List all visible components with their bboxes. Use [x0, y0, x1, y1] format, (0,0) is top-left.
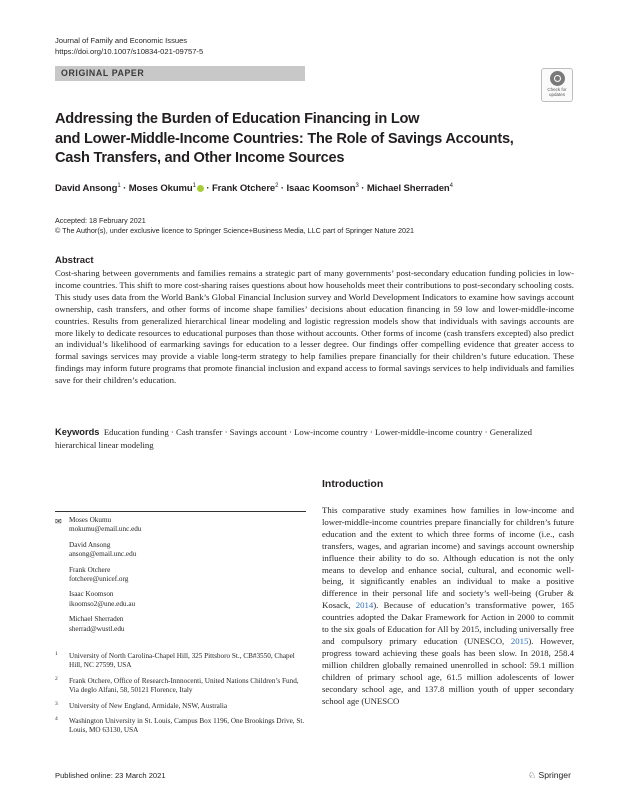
affiliation-entry: [55, 652, 307, 671]
author-affiliation-ref: 1: [192, 183, 196, 189]
affiliation-number: 4: [55, 716, 58, 723]
citation-link[interactable]: 2014: [355, 600, 374, 611]
doi-link[interactable]: https://doi.org/10.1007/s10834-021-09757-5: [55, 46, 204, 56]
title-line-1: Addressing the Burden of Education Financing in Low: [55, 111, 420, 127]
journal-name: Journal of Family and Economic Issues: [55, 36, 188, 45]
affiliation-entry: [55, 677, 307, 696]
affiliation-entry: [55, 717, 307, 736]
article-dates: [55, 216, 414, 236]
published-date: Published online: 23 March 2021: [55, 771, 166, 780]
introduction-text: [322, 505, 574, 707]
contact-name: Frank Otchere: [69, 565, 111, 574]
check-updates-text: Check for: [547, 87, 567, 92]
affiliation-text: University of New England, Armidale, NSW, Australia: [69, 701, 228, 710]
intro-text-part: ). Because of education’s transformative power, 165 countries adopted the Dakar Framework for Action in 2000 to commit to the six goals of Education for All by 2015, including universally free and compulsory primary education (UNESCO,: [322, 600, 574, 646]
paper-type-label: ORIGINAL PAPER: [61, 67, 145, 78]
affiliation-text: University of North Carolina-Chapel Hill, 325 Pittsboro St., CB#3550, Chapel Hill, NC 27599, USA: [69, 652, 295, 670]
affiliation-number: 2: [55, 675, 58, 682]
title-line-3: Cash Transfers, and Other Income Sources: [55, 150, 345, 166]
intro-text-part: ). However, progress toward achieving these goals has been slow. In 2018, 258.4 million children globally remained unenrolled in school: 59.1 million children of primary school age, 61.5 million adolescents of lower secondary school age, and 137.8 million youth of upper secondary school age (UNESCO: [322, 635, 575, 706]
intro-text-part: This comparative study examines how families in low-income and lower-middle-income countries prepare financially for children’s future education and the extent to which three forms of income (i.e., cash transfers, wages, and agrarian income) and savings account ownership influence their ability to do so. Although education is not the only means to develop and enhance social, cultural, and economic well-being, it significantly enables an individual to make a positive difference in their personal life and society’s well-being (Gruber & Kosack,: [322, 505, 574, 611]
envelope-icon: ✉: [55, 517, 62, 526]
contact-email[interactable]: ansong@email.unc.edu: [69, 550, 137, 559]
keywords-section: [55, 426, 574, 451]
article-title: [55, 110, 535, 169]
affiliation-number: 3: [55, 700, 58, 707]
author-name[interactable]: Moses Okumu: [128, 183, 193, 194]
publisher-name: Springer: [538, 770, 571, 780]
affiliation-text: Washington University in St. Louis, Campus Box 1196, One Brookings Drive, St. Louis, MO 63130, USA: [69, 717, 305, 735]
affiliations: [55, 652, 307, 742]
contact-entry: [69, 615, 307, 634]
accepted-date: Accepted: 18 February 2021: [55, 216, 146, 225]
abstract-text: Cost-sharing between governments and families remains a strategic part of many governments’ post-secondary education funding policies in low-income countries. This shift to more cost-sharing raises questions about how households meet their contributions to post-secondary schooling costs. This study uses data from the World Bank’s Global Financial Inclusion survey and World Development Indicators to examine how savings account ownership, cash transfers, and other forms of income shape families’ decisions about education financing in 59 low and lower-middle-income countries. Results from generalized hierarchical linear modeling and logistic regression models show that individuals with savings accounts are more likely to dedicate resources to educational purposes than those without accounts. Other forms of income (cash transfers excepted) also predict an individual’s likelihood of earmarking savings for education to a lesser degree. Our findings offer compelling evidence that greater access to formal savings services may provide a viable long-term strategy to help families prepare financially for their children’s future education. These findings may inform future programs that promote financial inclusion and expand access to formal savings services to help individuals and families save for their children’s education.: [55, 268, 574, 386]
contact-entry: [69, 566, 307, 585]
citation-link[interactable]: 2015: [510, 635, 529, 646]
affiliation-entry: [55, 702, 307, 711]
author-name[interactable]: Isaac Koomson: [286, 183, 356, 194]
author-name[interactable]: Michael Sherraden: [366, 183, 450, 194]
contact-name: Michael Sherraden: [69, 615, 124, 624]
author-affiliation-ref: 3: [355, 183, 359, 189]
author-list: David Ansong$^1$ · Moses Okumu$^1$ · Frank Otchere$^2$ · Isaac Koomson$^3$ · Michael Sherraden$^4$: [55, 183, 453, 194]
footnote-divider: [55, 511, 306, 512]
corresponding-contacts: [55, 516, 307, 640]
contact-email[interactable]: sherrad@wustl.edu: [69, 624, 125, 633]
introduction-heading: Introduction: [322, 478, 384, 490]
journal-info: [55, 36, 203, 57]
contact-entry: [69, 590, 307, 609]
title-line-2: and Lower-Middle-Income Countries: The Role of Savings Accounts,: [55, 130, 514, 147]
abstract-heading: Abstract: [55, 255, 94, 266]
check-for-updates-badge[interactable]: [541, 68, 573, 102]
contact-name: David Ansong: [69, 540, 111, 549]
contact-name: Isaac Koomson: [69, 590, 114, 599]
author-name[interactable]: David Ansong: [55, 183, 118, 194]
affiliation-text: Frank Otchere, Office of Research-Innnocenti, United Nations Children’s Fund, Via deglo Alfani, 58, 50121 Florence, Italy: [69, 676, 299, 695]
affiliation-number: 1: [55, 651, 58, 657]
springer-logo: [528, 770, 571, 781]
contact-email[interactable]: mokumu@email.unc.edu: [69, 525, 142, 534]
author-name[interactable]: Frank Otchere: [211, 183, 276, 194]
contact-email[interactable]: ikoomso2@une.edu.au: [69, 599, 136, 608]
check-updates-text-2: updates: [548, 92, 565, 97]
copyright-notice: © The Author(s), under exclusive licence to Springer Science+Business Media, LLC part of Springer Nature 2021: [55, 226, 414, 235]
keywords-label: Keywords: [55, 427, 100, 437]
contact-entry: [69, 516, 307, 535]
keywords-text: Education funding · Cash transfer · Savings account · Low-income country · Lower-middle-income country · Generalized hierarchical linear modeling: [55, 427, 532, 450]
orcid-icon[interactable]: [197, 185, 204, 192]
springer-horse-icon: ♘: [528, 770, 537, 780]
contact-email[interactable]: fotchere@unicef.org: [69, 575, 129, 584]
author-affiliation-ref: 2: [275, 183, 279, 189]
contact-name: Moses Okumu: [69, 516, 112, 524]
crossmark-icon: [550, 71, 565, 86]
author-affiliation-ref: 1: [117, 183, 121, 189]
contact-entry: [69, 541, 307, 560]
author-affiliation-ref: 4: [449, 183, 453, 189]
